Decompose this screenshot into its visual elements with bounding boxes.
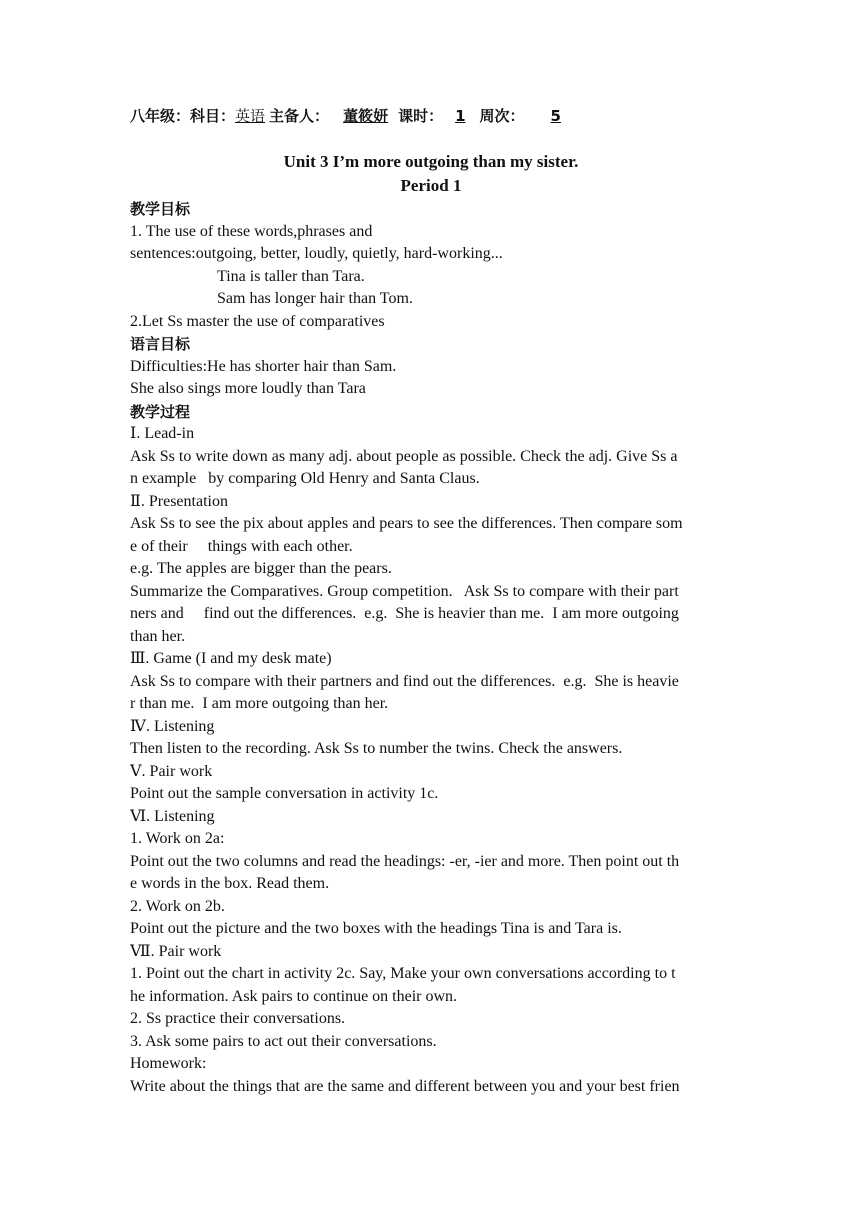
game-line-2: r than me. I am more outgoing than her. <box>130 695 389 712</box>
period-title: Period 1 <box>400 176 462 195</box>
week-value: 5 <box>550 107 561 125</box>
listening-2-line-1: 1. Work on 2a: <box>130 830 225 847</box>
homework-title: Homework: <box>130 1055 207 1072</box>
listening-2-line-2: Point out the two columns and read the headings: -er, -ier and more. Then point out th <box>130 852 680 870</box>
unit-title: Unit 3 I’m more outgoing than my sister. <box>283 152 579 171</box>
goal-1-example-1: Tina is taller than Tara. <box>217 267 365 285</box>
language-goals-heading: 语言目标 <box>130 335 191 353</box>
lesson-header <box>130 104 732 128</box>
section-listening-title: Ⅳ. Listening <box>130 717 215 735</box>
section-pair-work-title: Ⅴ. Pair work <box>130 762 213 780</box>
section-listening-2-title: Ⅵ. Listening <box>130 807 215 825</box>
presentation-line-5: ners and find out the differences. e.g. She is heavier than me. I am more outgoing <box>130 605 679 622</box>
goal-2: 2.Let Ss master the use of comparatives <box>130 312 385 330</box>
listening-line-1: Then listen to the recording. Ask Ss to number the twins. Check the answers. <box>130 740 623 757</box>
grade-label: 八年级： <box>130 107 191 125</box>
section-presentation-title: Ⅱ. Presentation <box>130 492 228 510</box>
process-heading: 教学过程 <box>130 402 191 421</box>
goal-1-example-2: Sam has longer hair than Tom. <box>217 290 413 307</box>
lead-in-line-1: Ask Ss to write down as many adj. about people as possible. Check the adj. Give Ss a <box>130 447 678 465</box>
presentation-line-1: Ask Ss to see the pix about apples and pears to see the differences. Then compare som <box>130 515 683 532</box>
presentation-line-4: Summarize the Comparatives. Group competition. Ask Ss to compare with their part <box>130 582 679 600</box>
host-label: 主备人： <box>269 107 330 125</box>
goal-1-line-a: 1. The use of these words,phrases and <box>130 222 373 240</box>
listening-2-line-4: 2. Work on 2b. <box>130 897 225 915</box>
lead-in-line-2: n example by comparing Old Henry and Santa Claus. <box>130 470 480 487</box>
pair-work-line-1: Point out the sample conversation in activity 1c. <box>130 785 439 802</box>
pair-work-2-line-3: 2. Ss practice their conversations. <box>130 1010 346 1027</box>
listening-2-line-5: Point out the picture and the two boxes with the headings Tina is and Tara is. <box>130 920 622 937</box>
difficulty-2: She also sings more loudly than Tara <box>130 380 366 397</box>
subject-value: 英语 <box>235 107 266 125</box>
pair-work-2-line-2: he information. Ask pairs to continue on their own. <box>130 987 458 1005</box>
host-value: 董筱妍 <box>343 107 389 125</box>
week-label: 周次： <box>479 107 525 125</box>
period-label: 课时： <box>398 107 444 125</box>
section-pair-work-2-title: Ⅶ. Pair work <box>130 942 222 960</box>
section-lead-in-title: Ⅰ. Lead-in <box>130 425 195 442</box>
subject-label: 科目： <box>190 107 236 125</box>
difficulty-1: Difficulties:He has shorter hair than Sam. <box>130 357 397 375</box>
period-value: 1 <box>455 107 466 125</box>
listening-2-line-3: e words in the box. Read them. <box>130 875 330 892</box>
presentation-line-6: than her. <box>130 627 186 645</box>
goal-1-line-b: sentences:outgoing, better, loudly, quietly, hard-working... <box>130 245 503 262</box>
game-line-1: Ask Ss to compare with their partners and find out the differences. e.g. She is heavie <box>130 672 679 690</box>
presentation-line-3: e.g. The apples are bigger than the pears. <box>130 560 392 577</box>
pair-work-2-line-4: 3. Ask some pairs to act out their conversations. <box>130 1032 437 1050</box>
goals-heading: 教学目标 <box>130 200 191 218</box>
pair-work-2-line-1: 1. Point out the chart in activity 2c. Say, Make your own conversations according to t <box>130 965 676 982</box>
homework-line-1: Write about the things that are the same and different between you and your best frien <box>130 1077 680 1095</box>
section-game-title: Ⅲ. Game (I and my desk mate) <box>130 650 332 667</box>
presentation-line-2: e of their things with each other. <box>130 537 353 555</box>
document-page <box>130 104 732 1098</box>
